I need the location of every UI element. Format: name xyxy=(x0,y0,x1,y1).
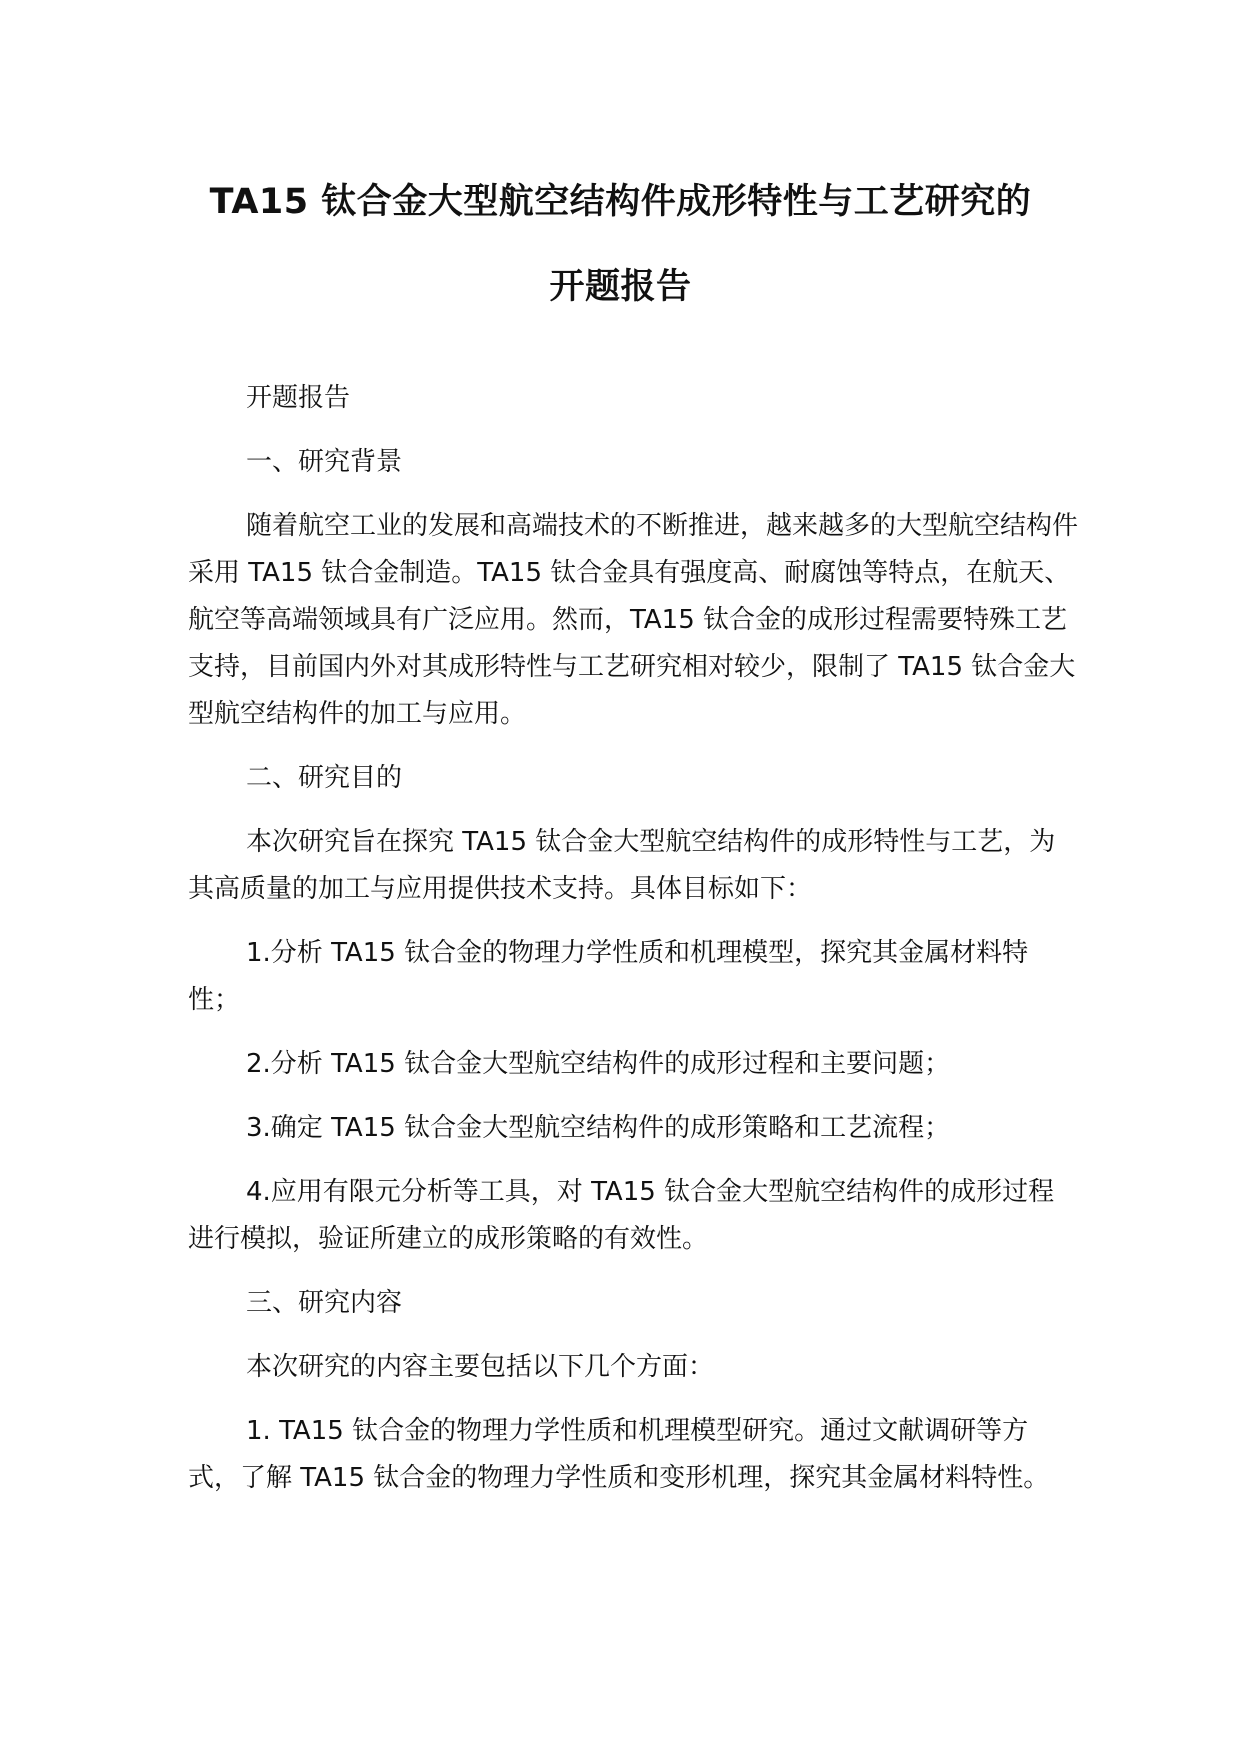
list-item-content-1: 1. TA15 钛合金的物理力学性质和机理模型研究。通过文献调研等方式，了解 TA15 钛合金的物理力学性质和变形机理，探究其金属材料特性。 xyxy=(188,1416,1050,1493)
list-item-goal-4: 4.应用有限元分析等工具，对 TA15 钛合金大型航空结构件的成形过程进行模拟，验证所建立的成形策略的有效性。 xyxy=(188,1177,1055,1254)
document-body xyxy=(188,375,1078,1519)
list-item-goal-2: 2.分析 TA15 钛合金大型航空结构件的成形过程和主要问题； xyxy=(246,1049,951,1079)
section-heading-background: 一、研究背景 xyxy=(246,447,403,477)
document-title-line-1: TA15 钛合金大型航空结构件成形特性与工艺研究的 xyxy=(209,182,1032,222)
paragraph-purpose: 本次研究旨在探究 TA15 钛合金大型航空结构件的成形特性与工艺，为其高质量的加工与应用提供技术支持。具体目标如下： xyxy=(188,827,1056,904)
list-item-goal-3: 3.确定 TA15 钛合金大型航空结构件的成形策略和工艺流程； xyxy=(246,1113,951,1143)
list-item-goal-1: 1.分析 TA15 钛合金的物理力学性质和机理模型，探究其金属材料特性； xyxy=(188,938,1029,1015)
paragraph-background: 随着航空工业的发展和高端技术的不断推进，越来越多的大型航空结构件采用 TA15 钛合金制造。TA15 钛合金具有强度高、耐腐蚀等特点，在航天、航空等高端领域具有广泛应用。然而，TA15 钛合金的成形过程需要特殊工艺支持，目前国内外对其成形特性与工艺研究相对较少，限制了 TA15 钛合金大型航空结构件的加工与应用。 xyxy=(188,511,1079,729)
paragraph-heading-report: 开题报告 xyxy=(246,383,351,413)
document-title-line-2: 开题报告 xyxy=(549,267,692,307)
section-heading-purpose: 二、研究目的 xyxy=(246,763,403,793)
paragraph-content-intro: 本次研究的内容主要包括以下几个方面： xyxy=(246,1352,715,1382)
section-heading-content: 三、研究内容 xyxy=(246,1288,403,1318)
